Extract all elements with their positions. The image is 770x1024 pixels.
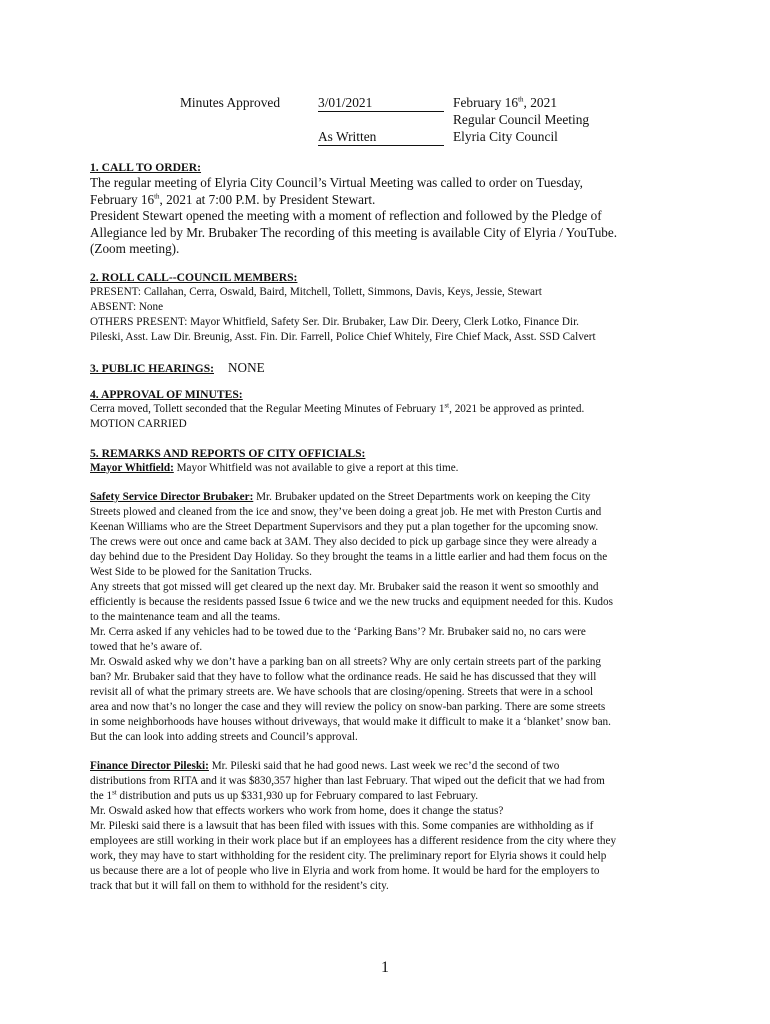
minutes-body bbox=[90, 161, 690, 894]
finance-director-label: Finance Director Pileski: bbox=[90, 759, 209, 772]
mayor-label: Mayor Whitfield: bbox=[90, 461, 174, 474]
section-title: 4. APPROVAL OF MINUTES: bbox=[90, 387, 243, 401]
section-title: 3. PUBLIC HEARINGS: bbox=[90, 361, 215, 375]
safety-director-label: Safety Service Director Brubaker: bbox=[90, 490, 254, 503]
section-public-hearings bbox=[90, 359, 690, 377]
safety-director-report: Safety Service Director Brubaker: Mr. Brubaker updated on the Street Departments work on keeping the City Streets plowed and cleaned from the ice and snow, they’ve been doing a great job. He met with Preston Curtis and Keenan Williams who are the Street Department Supervisors and they put a plan together for the upcoming snow. The crews were out once and came back at 3AM. They also decided to pick up garbage since they were already a day behind due to the President Day Holiday. So they brought the teams in a little earlier and had them focus on the West Side to be plowed for the Sanitation Trucks. Any streets that got missed will get cleared up the next day. Mr. Brubaker said the reason it went so smoothly and efficiently is because the residents passed Issue 6 twice and we the new trucks and equipment needed for this. Kudos to the maintenance team and all the teams. Mr. Cerra asked if any vehicles had to be towed due to the ‘Parking Bans’? Mr. Brubaker said no, no cars were towed that he’s aware of. Mr. Oswald asked why we don’t have a parking ban on all streets? Why are only certain streets part of the parking ban? Mr. Brubaker said that they have to follow what the ordinance reads. He said he has discussed that they will revisit all of what the primary streets are. We have schools that are closing/opening. Streets that were in a school area and now that’s no longer the case and they will review the policy on snow-ban parking. There are some streets in some neighborhoods have houses without driveways, that would make it difficult to make it a ‘blanket’ snow ban. But the can look into adding streets and Council’s approval. bbox=[90, 490, 613, 743]
mayor-report: Mayor Whitfield: Mayor Whitfield was not available to give a report at this time. bbox=[90, 461, 459, 474]
motion-text: Cerra moved, Tollett seconded that the Regular Meeting Minutes of February 1st, 2021 be approved as printed. bbox=[90, 401, 585, 415]
section-title: 5. REMARKS AND REPORTS OF CITY OFFICIALS: bbox=[90, 446, 366, 460]
meeting-date: February 16th, 2021 bbox=[453, 95, 558, 110]
council-name: Elyria City Council bbox=[453, 129, 558, 144]
section-roll-call: 2. ROLL CALL--COUNCIL MEMBERS: PRESENT: Callahan, Cerra, Oswald, Baird, Mitchell, Tollett, Simmons, Davis, Keys, Jessie, Stewart ABSENT: None OTHERS PRESENT: Mayor Whitfield, Safety Ser. Dir. Brubaker, Law Dir. Deery, Clerk Lotko, Finance Dir. Pileski, Asst. Law Dir. Breunig, Asst. Fin. Dir. Farrell, Police Chief Whitely, Fire Chief Mack, Asst. SSD Calvert bbox=[90, 271, 690, 345]
call-to-order-text: The regular meeting of Elyria City Council’s Virtual Meeting was called to order on Tuesday, February 16th, 2021 at 7:00 P.M. by President Stewart. President Stewart opened the meeting with a moment of reflection and followed by the Pledge of Allegiance led by Mr. Brubaker The recording of this meeting is available City of Elyria / YouTube. (Zoom meeting). bbox=[90, 175, 618, 257]
section-call-to-order bbox=[90, 161, 690, 258]
section-title: 2. ROLL CALL--COUNCIL MEMBERS: bbox=[90, 270, 298, 284]
approved-how: As Written bbox=[318, 129, 444, 146]
minutes-approved-label: Minutes Approved bbox=[180, 95, 281, 110]
finance-director-report: Finance Director Pileski: Mr. Pileski said that he had good news. Last week we rec’d the second of two distributions from RITA and it was $830,357 higher than last February. That wiped out the deficit that we had from the 1st distribution and puts us up $331,930 up for February compared to last February. Mr. Oswald asked how that effects workers who work from home, does it change the status? Mr. Pileski said there is a lawsuit that has been filed with issues with this. Some companies are withholding as if employees are still working in their work place but if an employees has a different residence from the city where they work, they may have to start withholding for the resident city. The preliminary report for Elyria shows it could help us because there are a lot of people who live in Elyria and work from home. It would be hard for the employers to track that but it will fall on them to withhold for the resident’s city. bbox=[90, 759, 617, 892]
present-list: PRESENT: Callahan, Cerra, Oswald, Baird, Mitchell, Tollett, Simmons, Davis, Keys, Jessie, Stewart bbox=[90, 285, 542, 298]
section-remarks bbox=[90, 447, 690, 894]
section-approval-of-minutes bbox=[90, 388, 690, 432]
meeting-type: Regular Council Meeting bbox=[453, 112, 590, 127]
motion-result: MOTION CARRIED bbox=[90, 417, 187, 430]
others-present-list: OTHERS PRESENT: Mayor Whitfield, Safety Ser. Dir. Brubaker, Law Dir. Deery, Clerk Lotko, Finance Dir. bbox=[90, 315, 579, 328]
section-title: 1. CALL TO ORDER: bbox=[90, 161, 202, 174]
public-hearings-value: NONE bbox=[228, 359, 265, 375]
page-number: 1 bbox=[381, 959, 389, 976]
approved-date: 3/01/2021 bbox=[318, 95, 444, 112]
absent-list: ABSENT: None bbox=[90, 300, 164, 313]
